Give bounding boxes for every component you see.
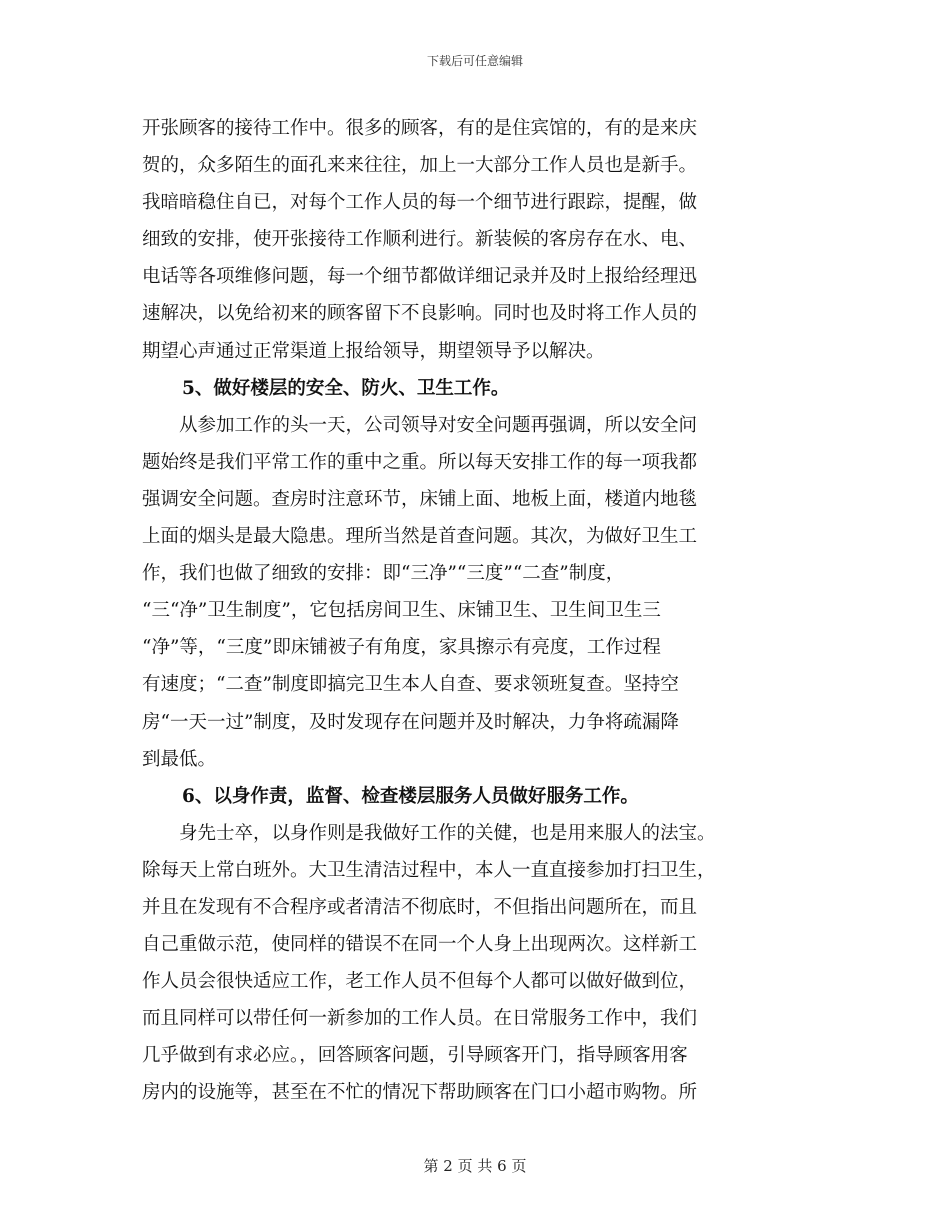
document-body [142, 110, 812, 1112]
paragraph-line: 作，我们也做了细致的安排：即“三净”“三度”“二查”制度， [142, 563, 625, 585]
paragraph-line: 期望心声通过正常渠道上报给领导，期望领导予以解决。 [142, 340, 605, 362]
paragraph-line: “三“净”卫生制度”，它包括房间卫生、床铺卫生、卫生间卫生三 [142, 600, 661, 622]
paragraph-line: 贺的，众多陌生的面孔来来往往，加上一大部分工作人员也是新手。 [142, 155, 698, 177]
paragraph-line: 而且同样可以带任何一新参加的工作人员。在日常服务工作中，我们 [142, 1008, 698, 1030]
paragraph-line: 上面的烟头是最大隐患。理所当然是首查问题。其次，为做好卫生工 [142, 526, 698, 548]
page-header: 下载后可任意编辑 [426, 54, 523, 68]
paragraph-line: 房内的设施等，甚至在不忙的情况下帮助顾客在门口小超市购物。所 [142, 1082, 698, 1104]
paragraph-line: 到最低。 [142, 748, 217, 770]
paragraph-line: 除每天上常白班外。大卫生清洁过程中，本人一直直接参加打扫卫生， [142, 859, 716, 881]
paragraph-line: 身先士卒，以身作则是我做好工作的关健，也是用来服人的法宝。 [179, 822, 716, 844]
paragraph-line: 自己重做示范，使同样的错误不在同一个人身上出现两次。这样新工 [142, 934, 698, 956]
section-heading: 6、以身作责，监督、检查楼层服务人员做好服务工作。 [182, 785, 639, 807]
paragraph-line: 速解决，以免给初来的顾客留下不良影响。同时也及时将工作人员的 [142, 303, 698, 325]
paragraph-line: 题始终是我们平常工作的重中之重。所以每天安排工作的每一项我都 [142, 451, 698, 473]
paragraph-line: “净”等，“三度”即床铺被子有角度，家具擦示有亮度，工作过程 [142, 637, 661, 659]
paragraph-line: 并且在发现有不合程序或者清洁不彻底时，不但指出问题所在，而且 [142, 896, 698, 918]
paragraph-line: 从参加工作的头一天，公司领导对安全问题再强调，所以安全问 [179, 414, 698, 436]
page-footer: 第 2 页 共 6 页 [423, 1157, 527, 1175]
paragraph-line: 房“一天一过”制度，及时发现存在问题并及时解决，力争将疏漏降 [142, 711, 679, 733]
paragraph-line: 我暗暗稳住自已，对每个工作人员的每一个细节进行跟踪，提醒，做 [142, 192, 698, 214]
paragraph-line: 强调安全问题。查房时注意环节，床铺上面、地板上面，楼道内地毯 [142, 488, 698, 510]
paragraph-line: 电话等各项维修问题，每一个细节都做详细记录并及时上报给经理迅 [142, 266, 698, 288]
paragraph-line: 开张顾客的接待工作中。很多的顾客，有的是住宾馆的，有的是来庆 [142, 118, 698, 139]
paragraph-line: 几乎做到有求必应。，回答顾客问题，引导顾客开门，指导顾客用客 [142, 1045, 688, 1067]
paragraph-line: 细致的安排，使开张接待工作顺利进行。新装候的客房存在水、电、 [142, 229, 698, 251]
paragraph-line: 作人员会很快适应工作，老工作人员不但每个人都可以做好做到位， [142, 971, 698, 993]
paragraph-line: 有速度；“二查”制度即搞完卫生本人自查、要求领班复查。坚持空 [142, 674, 679, 696]
section-heading: 5、做好楼层的安全、防火、卫生工作。 [182, 377, 510, 399]
